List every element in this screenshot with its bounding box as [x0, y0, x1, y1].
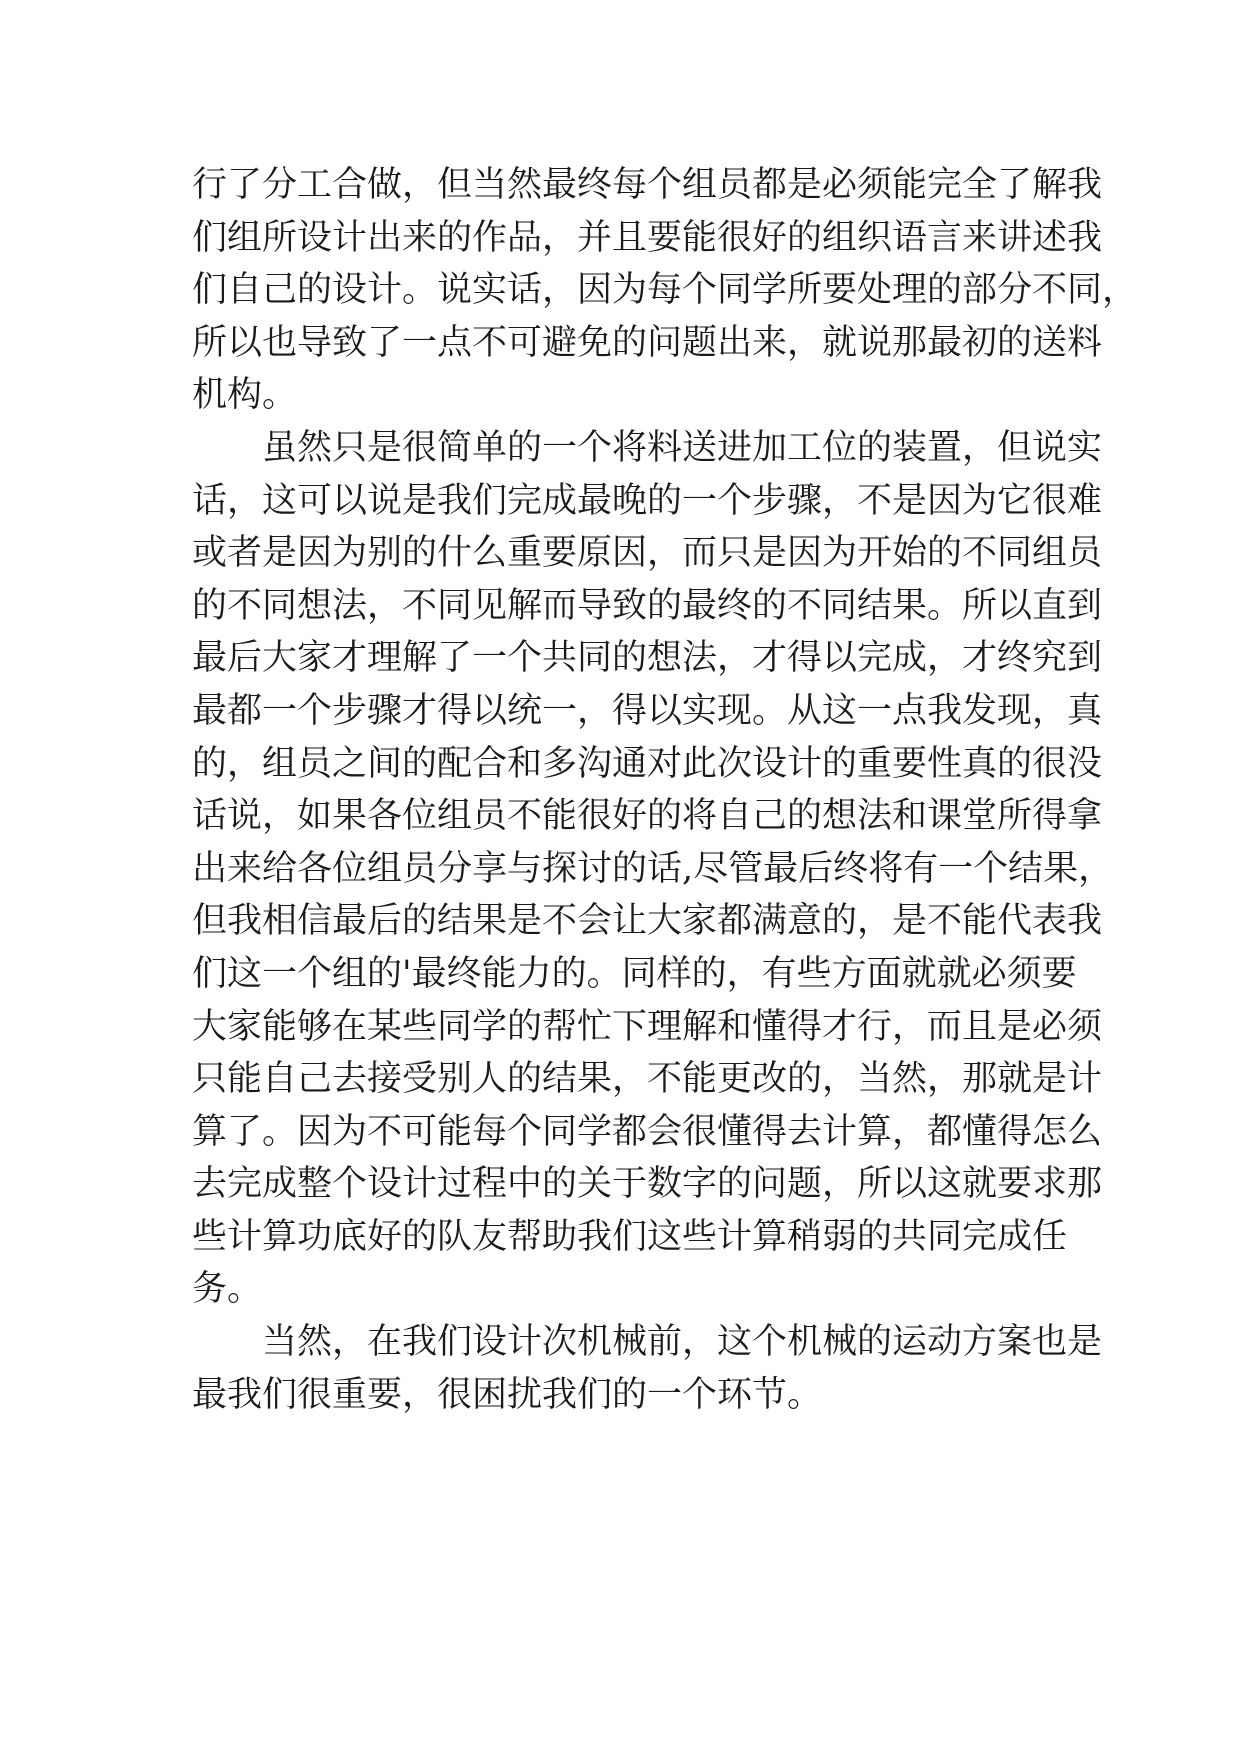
body-text [192, 159, 1138, 1421]
text-line: 些计算功底好的队友帮助我们这些计算稍弱的共同完成任 [192, 1216, 1068, 1257]
text-line: 只能自己去接受别人的结果，不能更改的，当然，那就是计 [192, 1059, 1103, 1100]
text-line: 机构。 [192, 375, 298, 416]
text-line: 所以也导致了一点不可避免的问题出来，就说那最初的送料 [192, 322, 1103, 363]
text-line: 但我相信最后的结果是不会让大家都满意的，是不能代表我 [192, 901, 1103, 942]
paragraph-3 [192, 1316, 1103, 1421]
text-line: 务。 [192, 1269, 263, 1310]
text-line: 话，这可以说是我们完成最晚的一个步骤，不是因为它很难 [192, 480, 1103, 521]
paragraph-1 [192, 159, 1138, 422]
text-line: 话说，如果各位组员不能很好的将自己的想法和课堂所得拿 [192, 796, 1103, 837]
text-line: 或者是因为别的什么重要原因，而只是因为开始的不同组员 [192, 533, 1103, 574]
text-line: 们自己的设计。说实话，因为每个同学所要处理的部分不同， [192, 270, 1138, 311]
text-line: 最我们很重要，很困扰我们的一个环节。 [192, 1374, 823, 1415]
text-line: 算了。因为不可能每个同学都会很懂得去计算，都懂得怎么 [192, 1111, 1103, 1152]
text-line: 出来给各位组员分享与探讨的话,尽管最后终将有一个结果， [192, 848, 1114, 889]
text-line: 最后大家才理解了一个共同的想法，才得以完成，才终究到 [192, 638, 1103, 679]
text-line: 最都一个步骤才得以统一，得以实现。从这一点我发现，真 [192, 690, 1103, 731]
text-line: 去完成整个设计过程中的关于数字的问题，所以这就要求那 [192, 1164, 1103, 1205]
text-line: 大家能够在某些同学的帮忙下理解和懂得才行，而且是必须 [192, 1006, 1103, 1047]
paragraph-2 [192, 422, 1114, 1316]
text-line: 虽然只是很简单的一个将料送进加工位的装置，但说实 [262, 427, 1103, 468]
text-line: 的不同想法，不同见解而导致的最终的不同结果。所以直到 [192, 585, 1103, 626]
text-line: 当然，在我们设计次机械前，这个机械的运动方案也是 [262, 1322, 1103, 1363]
text-line: 们这一个组的'最终能力的。同样的，有些方面就就必须要 [192, 953, 1077, 994]
text-line: 们组所设计出来的作品，并且要能很好的组织语言来讲述我 [192, 217, 1103, 258]
text-line: 的，组员之间的配合和多沟通对此次设计的重要性真的很没 [192, 743, 1103, 784]
text-line: 行了分工合做，但当然最终每个组员都是必须能完全了解我 [192, 165, 1103, 205]
